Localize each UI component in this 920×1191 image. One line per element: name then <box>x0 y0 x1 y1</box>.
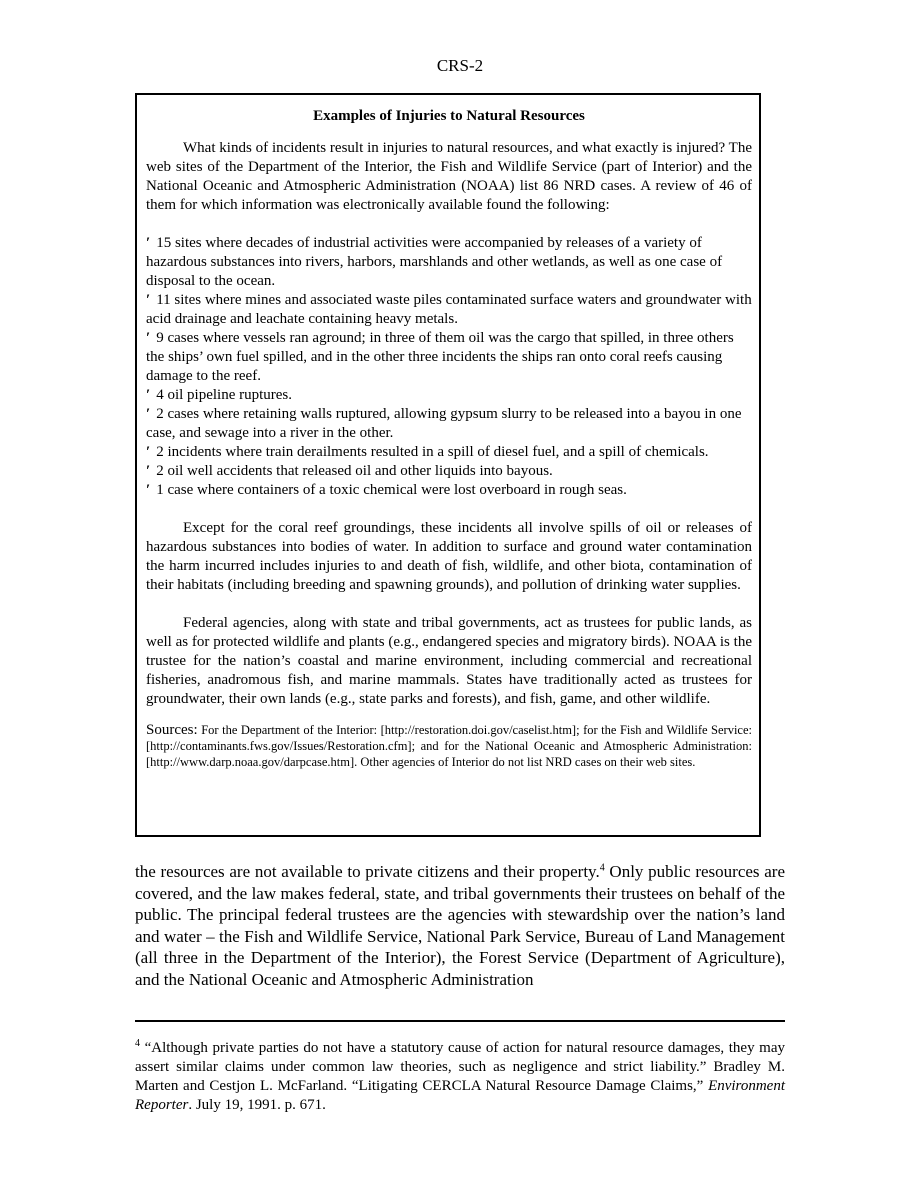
list-item: ′ 1 case where containers of a toxic chemical were lost overboard in rough seas. <box>146 482 627 498</box>
tick-mark-icon: ′ <box>146 387 151 403</box>
sidebar-box <box>135 93 761 837</box>
list-item: ′ 15 sites where decades of industrial activities were accompanied by releases of a variety of hazardous substances into rivers, harbors, marshlands and other wetlands, as well as one case of disposal to the ocean. <box>146 235 723 289</box>
page-header: CRS-2 <box>436 56 484 75</box>
box-paragraph-trustees: Federal agencies, along with state and tribal governments, act as trustees for public lands, as well as for protected wildlife and plants (e.g., endangered species and migratory birds). NOAA is the trustee for the nation’s coastal and marine environment, including commercial and recreational fisheries, anadromous fish, and marine mammals. States have traditionally acted as trustees for groundwater, their own lands (e.g., state parks and forests), and fish, game, and other wildlife. <box>146 615 752 707</box>
tick-mark-icon: ′ <box>146 482 151 498</box>
list-item: ′ 4 oil pipeline ruptures. <box>146 387 293 403</box>
footnote-text: “Although private parties do not have a statutory cause of action for natural resource damages, they may assert similar claims under common law theories, such as negligence and strict liability.” Bradley M. Marten and Cestjon L. McFarland. “Litigating CERCLA Natural Resource Damage Claims,” <box>135 1040 785 1094</box>
tick-mark-icon: ′ <box>146 235 151 251</box>
sources-label: Sources: <box>146 722 198 738</box>
list-item: ′ 11 sites where mines and associated waste piles contaminated surface waters and groundwater with acid drainage and leachate containing heavy metals. <box>146 292 752 327</box>
list-item: ′ 9 cases where vessels ran aground; in three of them oil was the cargo that spilled, in three others the ships’ own fuel spilled, and in the other three incidents the ships ran onto coral reefs causing damage to the reef. <box>146 330 734 384</box>
tick-mark-icon: ′ <box>146 444 151 460</box>
box-intro-paragraph: What kinds of incidents result in injuries to natural resources, and what exactly is injured? The web sites of the Department of the Interior, the Fish and Wildlife Service (part of Interior) and the National Oceanic and Atmospheric Administration (NOAA) list 86 NRD cases. A review of 46 of them for which information was electronically available found the following: <box>146 140 752 213</box>
footnote-publication: Environment Reporter <box>135 1078 785 1113</box>
footnote-divider <box>135 1020 785 1022</box>
body-paragraph: the resources are not available to private citizens and their property.$^4$ Only public resources are covered, and the law makes federal, state, and tribal governments their trustees on behalf of the public. The principal federal trustees are the agencies with stewardship over the nation’s land and water – the Fish and Wildlife Service, National Park Service, Bureau of Land Management (all three in the Department of the Interior), the Forest Service (Department of Agriculture), and the National Oceanic and Atmospheric Administration <box>135 862 786 989</box>
incident-list <box>146 234 752 500</box>
tick-mark-icon: ′ <box>146 463 151 479</box>
tick-mark-icon: ′ <box>146 406 151 422</box>
footnote-number: 4 <box>135 1038 140 1049</box>
footnote <box>135 1039 785 1115</box>
box-paragraph-harm: Except for the coral reef groundings, these incidents all involve spills of oil or releases of hazardous substances into bodies of water. In addition to surface and ground water contamination the harm incurred includes injuries to and death of fish, wildlife, and other biota, contamination of their habitats (including breeding and spawning grounds), and pollution of drinking water supplies. <box>146 520 752 593</box>
tick-mark-icon: ′ <box>146 330 151 346</box>
list-item: ′ 2 oil well accidents that released oil and other liquids into bayous. <box>146 463 553 479</box>
box-content <box>146 107 752 770</box>
box-title: Examples of Injuries to Natural Resources <box>313 108 585 124</box>
footnote-reference[interactable]: 4 <box>599 862 605 874</box>
list-item: ′ 2 cases where retaining walls ruptured, allowing gypsum slurry to be released into a bayou in one case, and sewage into a river in the other. <box>146 406 742 441</box>
footnote-tail: . July 19, 1991. p. 671. <box>188 1097 326 1113</box>
sources-text: For the Department of the Interior: [http://restoration.doi.gov/caselist.htm]; for the Fish and Wildlife Service: [http://contaminants.fws.gov/Issues/Restoration.cfm]; and for the National Oceanic and Atmospheric Administration: [http://www.darp.noaa.gov/darpcase.htm]. Other agencies of Interior do not list NRD cases on their web sites. <box>146 723 753 769</box>
sources-note <box>146 722 752 770</box>
list-item: ′ 2 incidents where train derailments resulted in a spill of diesel fuel, and a spill of chemicals. <box>146 444 709 460</box>
tick-mark-icon: ′ <box>146 292 151 308</box>
